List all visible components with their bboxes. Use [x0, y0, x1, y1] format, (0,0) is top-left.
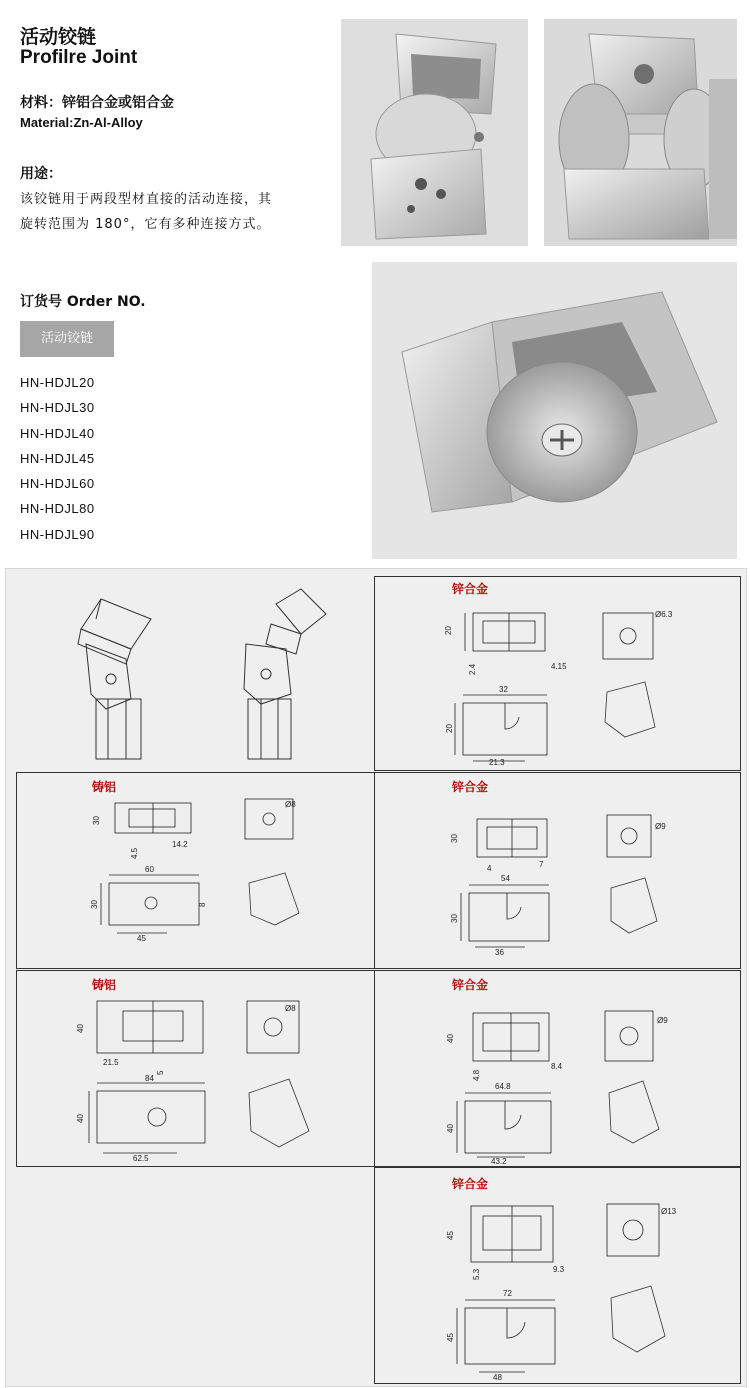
material-label-en: Material:Zn-Al-Alloy [20, 115, 143, 130]
drawing-panel-20 [374, 576, 741, 771]
dim-side: 30 [450, 914, 459, 923]
dim-offset: 5.3 [472, 1268, 481, 1280]
dim-height: 30 [450, 834, 459, 843]
dim-base: 48 [493, 1373, 502, 1382]
product-photo-3 [372, 262, 737, 559]
dim-base: 45 [137, 934, 146, 943]
dim-height: 40 [76, 1024, 85, 1033]
material-label: 锌合金 [452, 582, 489, 596]
dimension-drawing [17, 773, 374, 968]
dim-side: 40 [76, 1114, 85, 1123]
drawing-panel-40 [374, 970, 741, 1167]
dim-base: 36 [495, 948, 504, 957]
model-item: HN-HDJL45 [20, 450, 95, 466]
dim-width: 60 [145, 865, 154, 874]
dim-side: 40 [446, 1124, 455, 1133]
material-label: 锌合金 [452, 1177, 489, 1191]
dim-height: 20 [444, 626, 453, 635]
dim-hole: Ø9 [655, 822, 666, 831]
assembly-sketch [16, 574, 371, 769]
dim-base: 21.3 [489, 758, 505, 767]
dim-offset: 21.5 [103, 1058, 119, 1067]
usage-text: 该铰链用于两段型材直接的活动连接，其旋转范围为 180°，它有多种连接方式。 [20, 192, 273, 232]
product-tab-button[interactable]: 活动铰链 [20, 321, 114, 357]
dim-side: 20 [445, 724, 454, 733]
dim-width: 72 [503, 1289, 512, 1298]
dim-extra: 8 [198, 902, 207, 907]
dim-base: 62.5 [133, 1154, 149, 1163]
drawing-panel-30-cast [16, 772, 375, 969]
dim-hole: Ø13 [661, 1207, 677, 1216]
material-label: 铸铝 [92, 978, 117, 992]
model-item: HN-HDJL60 [20, 476, 95, 492]
dim-depth: 4.15 [551, 662, 567, 671]
dim-height: 30 [92, 816, 101, 825]
order-heading: 订货号 Order NO. [20, 294, 146, 310]
dim-depth: 8.4 [551, 1062, 563, 1071]
dim-side: 30 [90, 900, 99, 909]
product-photo-2 [544, 19, 737, 246]
dim-width: 64.8 [495, 1082, 511, 1091]
model-item: HN-HDJL30 [20, 400, 95, 416]
model-item: HN-HDJL20 [20, 375, 95, 390]
dim-depth: 14.2 [172, 840, 188, 849]
dim-width: 84 [145, 1074, 154, 1083]
model-list [20, 370, 95, 547]
product-title-en: Profilre Joint [20, 47, 138, 68]
product-photo-1 [341, 19, 528, 246]
dimension-drawing [375, 1168, 740, 1383]
dim-offset: 4.8 [472, 1069, 481, 1081]
drawing-panel-40-cast [16, 970, 375, 1167]
drawing-panel-30 [374, 772, 741, 969]
material-label-cn: 材料：锌铝合金或铝合金 [20, 95, 174, 111]
dimension-drawing [17, 971, 374, 1166]
material-label: 锌合金 [452, 780, 489, 794]
dim-height: 40 [446, 1034, 455, 1043]
dim-hole: Ø8 [285, 800, 296, 809]
dim-height: 45 [446, 1231, 455, 1240]
dim-offset: 2.4 [468, 663, 477, 675]
material-label: 铸铝 [92, 780, 117, 794]
product-title-cn: 活动铰链 [20, 26, 97, 48]
dimension-drawing [375, 971, 740, 1166]
dim-hole: Ø6.3 [655, 610, 673, 619]
dim-base: 43.2 [491, 1157, 507, 1166]
technical-drawings [5, 568, 747, 1387]
dim-side: 45 [446, 1333, 455, 1342]
material-label: 锌合金 [452, 978, 489, 992]
model-item: HN-HDJL90 [20, 526, 95, 542]
dim-width: 54 [501, 874, 510, 883]
dim-hole: Ø8 [285, 1004, 296, 1013]
model-item: HN-HDJL40 [20, 425, 95, 441]
dim-depth: 9.3 [553, 1265, 565, 1274]
product-info-section [0, 0, 750, 565]
dim-depth: 5 [156, 1070, 165, 1075]
dimension-drawing [375, 773, 740, 968]
dim-depth: 7 [539, 860, 544, 869]
model-item: HN-HDJL80 [20, 501, 95, 517]
dim-hole: Ø9 [657, 1016, 668, 1025]
usage-heading: 用途： [20, 166, 62, 182]
dim-offset: 4.5 [130, 847, 139, 859]
dim-width: 32 [499, 685, 508, 694]
dim-offset: 4 [487, 864, 492, 873]
drawing-panel-45 [374, 1167, 741, 1384]
dimension-drawing [375, 577, 740, 770]
